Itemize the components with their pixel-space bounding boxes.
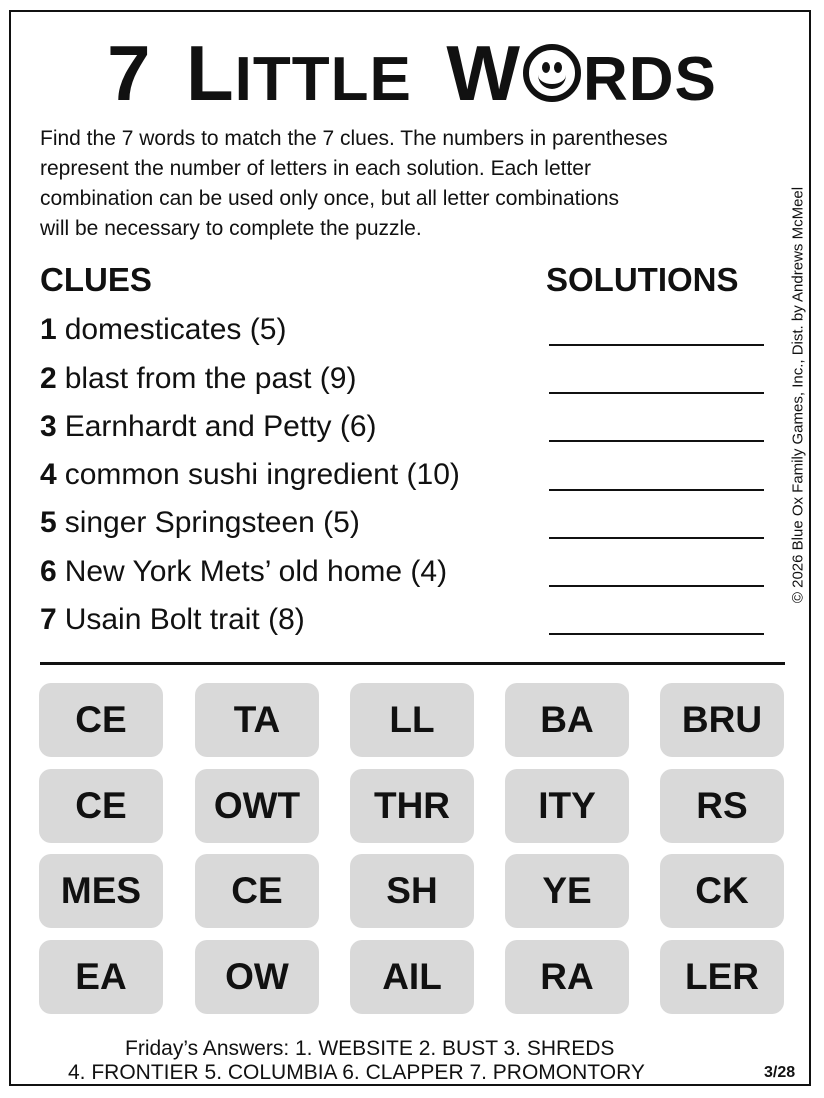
solution-blank-2[interactable] — [549, 392, 764, 394]
copyright-notice: © 2026 Blue Ox Family Games, Inc., Dist. by Andrews McMeel — [789, 186, 807, 604]
clue-number: 5 — [40, 506, 57, 539]
letter-tile[interactable]: CK — [660, 854, 784, 928]
clue-number: 6 — [40, 555, 57, 588]
clue-4 — [40, 457, 460, 493]
clue-number: 7 — [40, 603, 57, 636]
title-little-rest: ITTLE — [234, 45, 412, 114]
letter-tile[interactable]: SH — [350, 854, 474, 928]
clue-number: 1 — [40, 313, 57, 346]
letter-tile[interactable]: LER — [660, 940, 784, 1014]
letter-tile[interactable]: TA — [195, 683, 319, 757]
solutions-heading: SOLUTIONS — [546, 261, 739, 298]
instructions-line: Find the 7 words to match the 7 clues. The numbers in parentheses — [40, 127, 668, 150]
letter-tile[interactable]: OW — [195, 940, 319, 1014]
clue-number: 2 — [40, 362, 57, 395]
solution-blank-5[interactable] — [549, 537, 764, 539]
solution-blank-6[interactable] — [549, 585, 764, 587]
clue-number: 3 — [40, 410, 57, 443]
letter-tile[interactable]: LL — [350, 683, 474, 757]
solution-blank-1[interactable] — [549, 344, 764, 346]
instructions — [40, 124, 790, 244]
title-seven: 7 — [107, 29, 152, 117]
letter-tile[interactable]: YE — [505, 854, 629, 928]
letter-tile[interactable]: ITY — [505, 769, 629, 843]
title-words-initial: W — [446, 29, 521, 117]
clues-heading: CLUES — [40, 261, 152, 298]
instructions-line: represent the number of letters in each solution. Each letter — [40, 157, 591, 180]
letter-tile[interactable]: RS — [660, 769, 784, 843]
letter-tile[interactable]: RA — [505, 940, 629, 1014]
letter-tile[interactable]: MES — [39, 854, 163, 928]
solution-blank-4[interactable] — [549, 489, 764, 491]
previous-answers-line-1: Friday’s Answers: 1. WEBSITE 2. BUST 3. SHREDS — [125, 1037, 615, 1060]
clue-7 — [40, 602, 305, 638]
clue-2 — [40, 361, 356, 397]
clue-text: New York Mets’ old home (4) — [64, 555, 448, 588]
clue-3 — [40, 409, 377, 445]
letter-tile[interactable]: CE — [39, 683, 163, 757]
title-words-rest: RDS — [582, 45, 717, 114]
solution-blank-3[interactable] — [549, 440, 764, 442]
clue-text: common sushi ingredient (10) — [64, 458, 460, 491]
letter-tile[interactable]: AIL — [350, 940, 474, 1014]
solution-blank-7[interactable] — [549, 633, 764, 635]
clue-text: Usain Bolt trait (8) — [64, 603, 305, 636]
clue-5 — [40, 505, 360, 541]
letter-tile[interactable]: BA — [505, 683, 629, 757]
title-little-initial: L — [186, 29, 235, 117]
letter-tile[interactable]: CE — [39, 769, 163, 843]
letter-tile[interactable]: EA — [39, 940, 163, 1014]
puzzle-date: 3/28 — [764, 1064, 796, 1081]
instructions-line: combination can be used only once, but all letter combinations — [40, 187, 620, 210]
clue-text: singer Springsteen (5) — [64, 506, 360, 539]
letter-tile[interactable]: BRU — [660, 683, 784, 757]
smiley-face-icon — [523, 44, 581, 102]
clue-1 — [40, 312, 286, 348]
letter-tile[interactable]: OWT — [195, 769, 319, 843]
letter-tile[interactable]: THR — [350, 769, 474, 843]
previous-answers-line-2: 4. FRONTIER 5. COLUMBIA 6. CLAPPER 7. PROMONTORY — [68, 1061, 645, 1084]
puzzle-title — [0, 28, 824, 125]
clue-number: 4 — [40, 458, 57, 491]
clue-text: Earnhardt and Petty (6) — [64, 410, 377, 443]
clue-text: domesticates (5) — [64, 313, 287, 346]
letter-tile[interactable]: CE — [195, 854, 319, 928]
instructions-line: will be necessary to complete the puzzle. — [40, 217, 422, 240]
clue-text: blast from the past (9) — [64, 362, 357, 395]
section-divider — [40, 662, 785, 665]
clue-6 — [40, 554, 447, 590]
